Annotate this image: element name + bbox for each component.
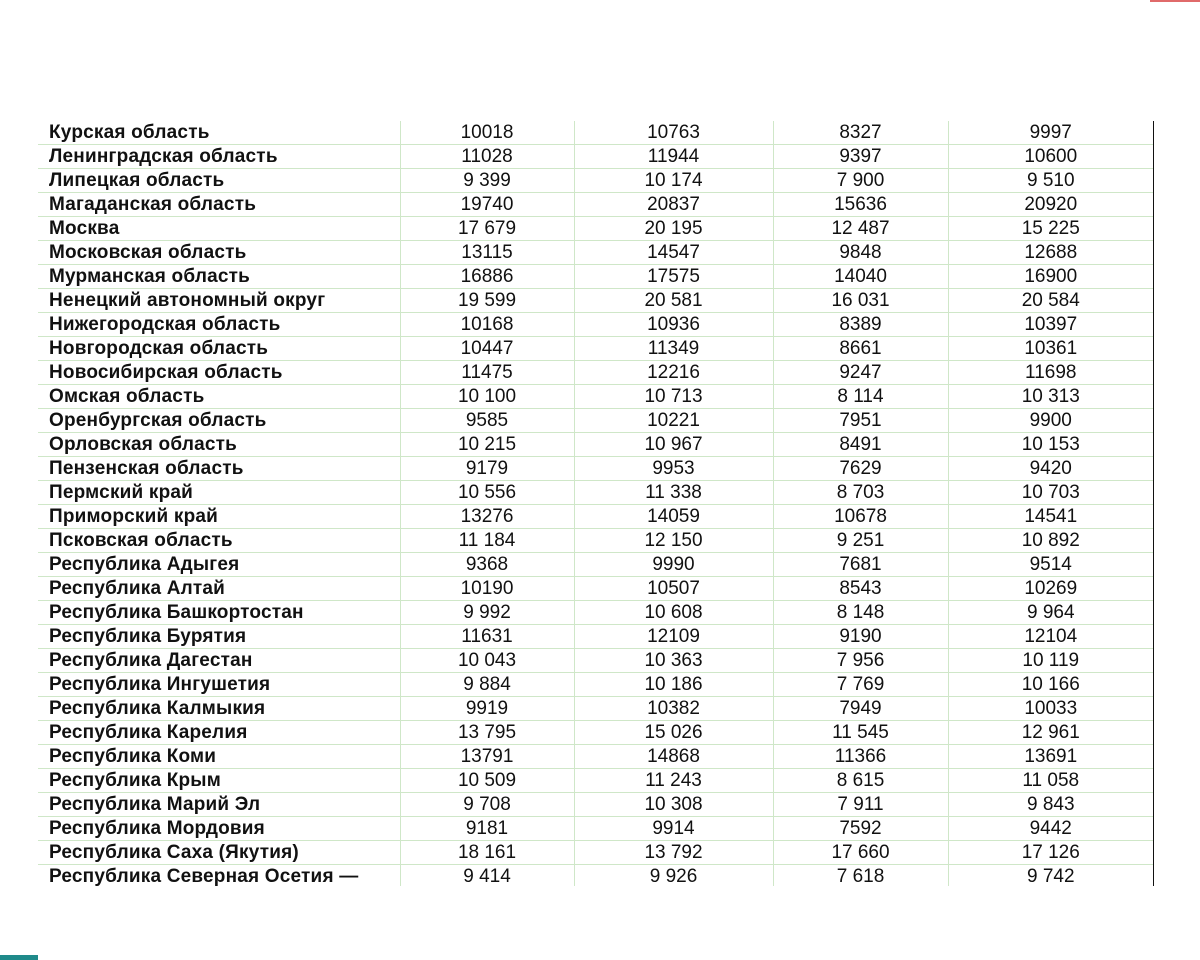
value-cell-col3[interactable]: 9848 (773, 241, 948, 265)
value-cell-col2[interactable]: 12 150 (574, 529, 773, 553)
value-cell-col3[interactable]: 7949 (773, 697, 948, 721)
value-cell-col2[interactable]: 11 338 (574, 481, 773, 505)
top-accent-line (1150, 0, 1200, 2)
value-cell-col4[interactable]: 10600 (948, 145, 1154, 169)
region-name-cell[interactable]: Московская область (38, 241, 400, 265)
value-cell-col2[interactable]: 9914 (574, 817, 773, 841)
value-cell-col4[interactable]: 10 166 (948, 673, 1154, 697)
table-row (38, 505, 1154, 529)
region-name-cell[interactable]: Республика Крым (38, 769, 400, 793)
region-name-cell[interactable]: Мурманская область (38, 265, 400, 289)
value-cell-col4[interactable]: 9420 (948, 457, 1154, 481)
value-cell-col1[interactable]: 13 795 (400, 721, 574, 745)
table-row (38, 481, 1154, 505)
value-cell-col3[interactable]: 7 618 (773, 865, 948, 887)
region-name-cell[interactable]: Республика Алтай (38, 577, 400, 601)
region-name-cell[interactable]: Москва (38, 217, 400, 241)
region-name-cell[interactable]: Оренбургская область (38, 409, 400, 433)
table-row (38, 217, 1154, 241)
value-cell-col2[interactable]: 14059 (574, 505, 773, 529)
value-cell-col3[interactable]: 8389 (773, 313, 948, 337)
table-body (38, 121, 1154, 886)
spreadsheet-sheet (38, 121, 1154, 886)
value-cell-col3[interactable]: 9 251 (773, 529, 948, 553)
table-row (38, 313, 1154, 337)
value-cell-col2[interactable]: 11944 (574, 145, 773, 169)
value-cell-col4[interactable]: 10 892 (948, 529, 1154, 553)
value-cell-col2[interactable]: 12109 (574, 625, 773, 649)
value-cell-col1[interactable]: 11 184 (400, 529, 574, 553)
value-cell-col4[interactable]: 15 225 (948, 217, 1154, 241)
table-row (38, 121, 1154, 145)
value-cell-col1[interactable]: 11475 (400, 361, 574, 385)
value-cell-col4[interactable]: 10361 (948, 337, 1154, 361)
value-cell-col1[interactable]: 19 599 (400, 289, 574, 313)
value-cell-col3[interactable]: 16 031 (773, 289, 948, 313)
table-row (38, 289, 1154, 313)
value-cell-col4[interactable]: 12104 (948, 625, 1154, 649)
value-cell-col2[interactable]: 13 792 (574, 841, 773, 865)
value-cell-col1[interactable]: 19740 (400, 193, 574, 217)
value-cell-col4[interactable]: 16900 (948, 265, 1154, 289)
value-cell-col4[interactable]: 14541 (948, 505, 1154, 529)
value-cell-col4[interactable]: 12 961 (948, 721, 1154, 745)
value-cell-col4[interactable]: 10269 (948, 577, 1154, 601)
value-cell-col1[interactable]: 10190 (400, 577, 574, 601)
value-cell-col3[interactable]: 11 545 (773, 721, 948, 745)
value-cell-col2[interactable]: 10 174 (574, 169, 773, 193)
region-name-cell[interactable]: Курская область (38, 121, 400, 145)
table-row (38, 337, 1154, 361)
value-cell-col2[interactable]: 10221 (574, 409, 773, 433)
value-cell-col4[interactable]: 11698 (948, 361, 1154, 385)
value-cell-col2[interactable]: 10 608 (574, 601, 773, 625)
value-cell-col3[interactable]: 11366 (773, 745, 948, 769)
region-name-cell[interactable]: Ленинградская область (38, 145, 400, 169)
value-cell-col1[interactable]: 16886 (400, 265, 574, 289)
value-cell-col3[interactable]: 7592 (773, 817, 948, 841)
table-row (38, 169, 1154, 193)
value-cell-col1[interactable]: 10 509 (400, 769, 574, 793)
region-name-cell[interactable]: Омская область (38, 385, 400, 409)
value-cell-col2[interactable]: 10 967 (574, 433, 773, 457)
value-cell-col1[interactable]: 9 708 (400, 793, 574, 817)
table-row (38, 625, 1154, 649)
table-row (38, 457, 1154, 481)
value-cell-col4[interactable]: 10 703 (948, 481, 1154, 505)
value-cell-col2[interactable]: 17575 (574, 265, 773, 289)
table-row (38, 265, 1154, 289)
value-cell-col3[interactable]: 8327 (773, 121, 948, 145)
region-name-cell[interactable]: Республика Дагестан (38, 649, 400, 673)
value-cell-col2[interactable]: 10507 (574, 577, 773, 601)
table-row (38, 769, 1154, 793)
value-cell-col1[interactable]: 10 215 (400, 433, 574, 457)
region-name-cell[interactable]: Приморский край (38, 505, 400, 529)
value-cell-col2[interactable]: 10 308 (574, 793, 773, 817)
region-name-cell[interactable]: Пензенская область (38, 457, 400, 481)
value-cell-col1[interactable]: 17 679 (400, 217, 574, 241)
table-row (38, 577, 1154, 601)
value-cell-col1[interactable]: 10 100 (400, 385, 574, 409)
value-cell-col2[interactable]: 11 243 (574, 769, 773, 793)
value-cell-col3[interactable]: 7 769 (773, 673, 948, 697)
value-cell-col2[interactable]: 10936 (574, 313, 773, 337)
value-cell-col4[interactable]: 10033 (948, 697, 1154, 721)
table-row (38, 193, 1154, 217)
region-name-cell[interactable]: Орловская область (38, 433, 400, 457)
value-cell-col3[interactable]: 7 911 (773, 793, 948, 817)
region-name-cell[interactable]: Республика Северная Осетия — (38, 865, 400, 887)
value-cell-col2[interactable]: 10763 (574, 121, 773, 145)
table-row (38, 865, 1154, 887)
region-name-cell[interactable]: Магаданская область (38, 193, 400, 217)
value-cell-col1[interactable]: 13276 (400, 505, 574, 529)
value-cell-col4[interactable]: 9442 (948, 817, 1154, 841)
value-cell-col4[interactable]: 12688 (948, 241, 1154, 265)
value-cell-col2[interactable]: 10 363 (574, 649, 773, 673)
value-cell-col3[interactable]: 8 148 (773, 601, 948, 625)
value-cell-col1[interactable]: 13115 (400, 241, 574, 265)
region-name-cell[interactable]: Республика Ингушетия (38, 673, 400, 697)
value-cell-col1[interactable]: 9 992 (400, 601, 574, 625)
corner-accent (0, 955, 38, 960)
value-cell-col2[interactable]: 12216 (574, 361, 773, 385)
value-cell-col4[interactable]: 13691 (948, 745, 1154, 769)
value-cell-col3[interactable]: 10678 (773, 505, 948, 529)
value-cell-col3[interactable]: 8543 (773, 577, 948, 601)
table-row (38, 145, 1154, 169)
value-cell-col1[interactable]: 9368 (400, 553, 574, 577)
value-cell-col2[interactable]: 10382 (574, 697, 773, 721)
value-cell-col4[interactable]: 20 584 (948, 289, 1154, 313)
value-cell-col1[interactable]: 10168 (400, 313, 574, 337)
region-name-cell[interactable]: Республика Калмыкия (38, 697, 400, 721)
region-name-cell[interactable]: Пермский край (38, 481, 400, 505)
table-row (38, 385, 1154, 409)
value-cell-col1[interactable]: 11028 (400, 145, 574, 169)
table-row (38, 817, 1154, 841)
value-cell-col2[interactable]: 14868 (574, 745, 773, 769)
value-cell-col1[interactable]: 9919 (400, 697, 574, 721)
value-cell-col4[interactable]: 9 843 (948, 793, 1154, 817)
value-cell-col1[interactable]: 9 414 (400, 865, 574, 887)
value-cell-col2[interactable]: 20837 (574, 193, 773, 217)
value-cell-col3[interactable]: 8491 (773, 433, 948, 457)
value-cell-col3[interactable]: 7629 (773, 457, 948, 481)
table-row (38, 793, 1154, 817)
value-cell-col3[interactable]: 7951 (773, 409, 948, 433)
region-name-cell[interactable]: Липецкая область (38, 169, 400, 193)
value-cell-col1[interactable]: 9 399 (400, 169, 574, 193)
value-cell-col1[interactable]: 9585 (400, 409, 574, 433)
value-cell-col1[interactable]: 9181 (400, 817, 574, 841)
table-row (38, 697, 1154, 721)
region-name-cell[interactable]: Республика Адыгея (38, 553, 400, 577)
value-cell-col3[interactable]: 12 487 (773, 217, 948, 241)
value-cell-col4[interactable]: 9514 (948, 553, 1154, 577)
value-cell-col1[interactable]: 10018 (400, 121, 574, 145)
value-cell-col3[interactable]: 8 615 (773, 769, 948, 793)
value-cell-col4[interactable]: 11 058 (948, 769, 1154, 793)
value-cell-col4[interactable]: 9 742 (948, 865, 1154, 887)
value-cell-col2[interactable]: 14547 (574, 241, 773, 265)
value-cell-col1[interactable]: 13791 (400, 745, 574, 769)
region-name-cell[interactable]: Новосибирская область (38, 361, 400, 385)
value-cell-col2[interactable]: 10 713 (574, 385, 773, 409)
value-cell-col2[interactable]: 11349 (574, 337, 773, 361)
value-cell-col1[interactable]: 9 884 (400, 673, 574, 697)
table-row (38, 673, 1154, 697)
table-row (38, 409, 1154, 433)
value-cell-col2[interactable]: 20 581 (574, 289, 773, 313)
value-cell-col4[interactable]: 9 964 (948, 601, 1154, 625)
value-cell-col3[interactable]: 15636 (773, 193, 948, 217)
table-row (38, 841, 1154, 865)
region-name-cell[interactable]: Республика Карелия (38, 721, 400, 745)
value-cell-col4[interactable]: 20920 (948, 193, 1154, 217)
region-name-cell[interactable]: Республика Коми (38, 745, 400, 769)
region-name-cell[interactable]: Республика Марий Эл (38, 793, 400, 817)
value-cell-col3[interactable]: 7 956 (773, 649, 948, 673)
value-cell-col3[interactable]: 7 900 (773, 169, 948, 193)
value-cell-col3[interactable]: 9397 (773, 145, 948, 169)
table-row (38, 649, 1154, 673)
value-cell-col4[interactable]: 10 119 (948, 649, 1154, 673)
value-cell-col4[interactable]: 10397 (948, 313, 1154, 337)
value-cell-col3[interactable]: 8 703 (773, 481, 948, 505)
table-row (38, 433, 1154, 457)
value-cell-col3[interactable]: 17 660 (773, 841, 948, 865)
table-row (38, 721, 1154, 745)
value-cell-col2[interactable]: 15 026 (574, 721, 773, 745)
value-cell-col4[interactable]: 9900 (948, 409, 1154, 433)
value-cell-col1[interactable]: 10 556 (400, 481, 574, 505)
region-name-cell[interactable]: Ненецкий автономный округ (38, 289, 400, 313)
value-cell-col2[interactable]: 20 195 (574, 217, 773, 241)
value-cell-col1[interactable]: 10 043 (400, 649, 574, 673)
value-cell-col4[interactable]: 9997 (948, 121, 1154, 145)
value-cell-col3[interactable]: 7681 (773, 553, 948, 577)
value-cell-col3[interactable]: 14040 (773, 265, 948, 289)
table-row (38, 601, 1154, 625)
table-row (38, 745, 1154, 769)
table-row (38, 529, 1154, 553)
table-row (38, 553, 1154, 577)
region-name-cell[interactable]: Псковская область (38, 529, 400, 553)
value-cell-col2[interactable]: 9953 (574, 457, 773, 481)
value-cell-col3[interactable]: 9247 (773, 361, 948, 385)
value-cell-col3[interactable]: 8 114 (773, 385, 948, 409)
value-cell-col2[interactable]: 9990 (574, 553, 773, 577)
value-cell-col4[interactable]: 9 510 (948, 169, 1154, 193)
value-cell-col3[interactable]: 9190 (773, 625, 948, 649)
value-cell-col1[interactable]: 9179 (400, 457, 574, 481)
table-row (38, 241, 1154, 265)
region-name-cell[interactable]: Республика Мордовия (38, 817, 400, 841)
regions-table (38, 121, 1154, 886)
value-cell-col3[interactable]: 8661 (773, 337, 948, 361)
region-name-cell[interactable]: Республика Бурятия (38, 625, 400, 649)
table-row (38, 361, 1154, 385)
value-cell-col1[interactable]: 18 161 (400, 841, 574, 865)
value-cell-col2[interactable]: 9 926 (574, 865, 773, 887)
value-cell-col4[interactable]: 17 126 (948, 841, 1154, 865)
value-cell-col1[interactable]: 11631 (400, 625, 574, 649)
value-cell-col2[interactable]: 10 186 (574, 673, 773, 697)
region-name-cell[interactable]: Нижегородская область (38, 313, 400, 337)
value-cell-col4[interactable]: 10 153 (948, 433, 1154, 457)
value-cell-col4[interactable]: 10 313 (948, 385, 1154, 409)
region-name-cell[interactable]: Новгородская область (38, 337, 400, 361)
region-name-cell[interactable]: Республика Башкортостан (38, 601, 400, 625)
region-name-cell[interactable]: Республика Саха (Якутия) (38, 841, 400, 865)
value-cell-col1[interactable]: 10447 (400, 337, 574, 361)
